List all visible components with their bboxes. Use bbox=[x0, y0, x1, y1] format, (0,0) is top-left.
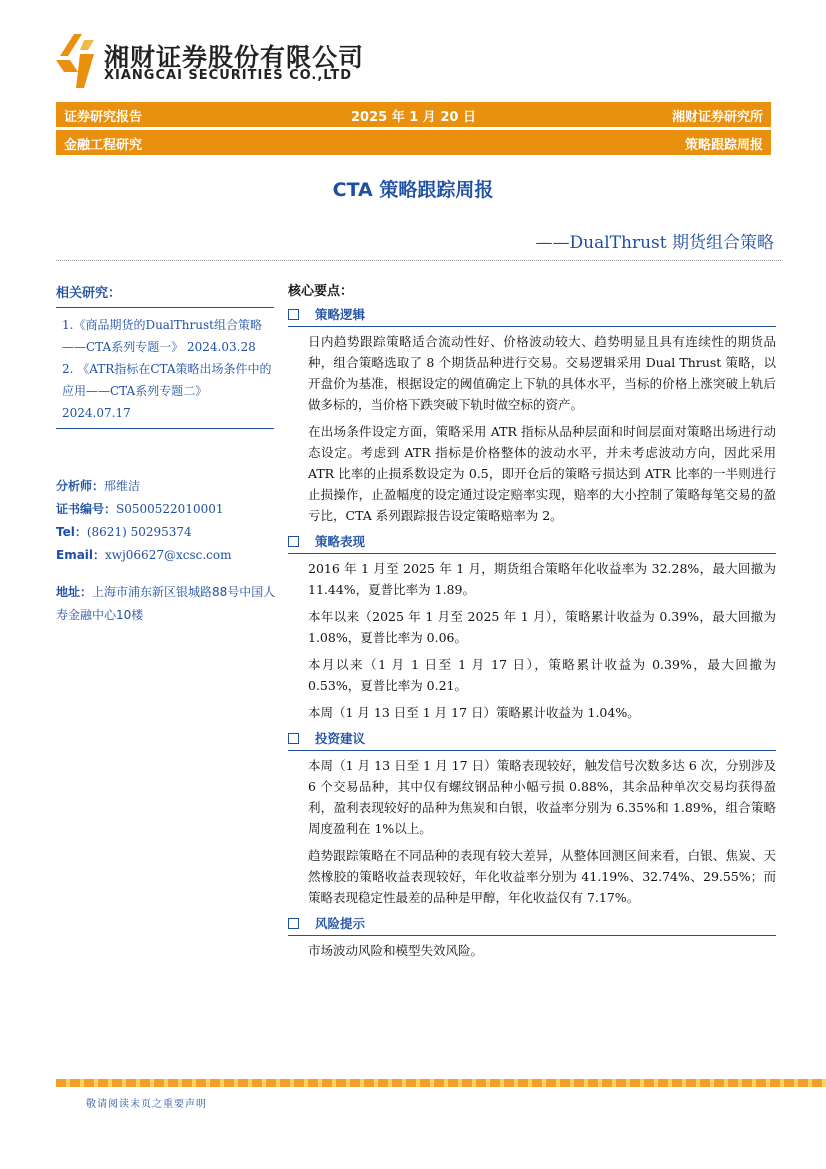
company-logo-icon bbox=[54, 32, 98, 90]
paragraph: 趋势跟踪策略在不同品种的表现有较大差异，从整体回测区间来看，白银、焦炭、天然橡胶的策略收益表现较好，年化收益率分别为 41.19%、32.74%、29.55%；而策略表现稳定性最差的品种是甲醇，年化收益仅有 7.17%。 bbox=[308, 848, 776, 905]
divider bbox=[56, 428, 274, 429]
address-value: 上海市浦东新区银城路88号中国人寿金融中心10楼 bbox=[56, 585, 276, 622]
paragraph: 市场波动风险和模型失效风险。 bbox=[308, 943, 484, 958]
paragraph: 本周（1 月 13 日至 1 月 17 日）策略表现较好，触发信号次数多达 6 次，分别涉及 6 个交易品种，其中仅有螺纹钢品种小幅亏损 0.88%，其余品种单次交易均获得盈利，盈利表现较好的品种为焦炭和白银，收益率分别为 6.35%和 1.89%，组合策略周度盈利在 1%以上。 bbox=[308, 758, 776, 836]
section-title: 投资建议 bbox=[315, 731, 366, 746]
related-heading: 相关研究： bbox=[56, 286, 122, 301]
section-title: 风险提示 bbox=[315, 916, 366, 931]
report-title: CTA 策略跟踪周报 bbox=[332, 179, 494, 201]
report-date: 2025 年 1 月 20 日 bbox=[351, 110, 476, 125]
divider bbox=[288, 935, 776, 936]
company-name-cn: 湘财证券股份有限公司 bbox=[104, 43, 365, 72]
header-bar-2 bbox=[56, 130, 771, 155]
address-label: 地址： bbox=[56, 585, 93, 599]
report-type: 证券研究报告 bbox=[64, 110, 143, 125]
section-strategy-logic bbox=[288, 305, 776, 526]
footer-disclaimer-note[interactable]: 敬请阅读末页之重要声明 bbox=[86, 1099, 207, 1110]
email-label: Email： bbox=[56, 548, 106, 562]
paragraph: 日内趋势跟踪策略适合流动性好、价格波动较大、趋势明显且具有连续性的期货品种，组合策略选取了 8 个期货品种进行交易。交易逻辑采用 Dual Thrust 策略，以开盘价为基准，根据设定的阈值确定上下轨的具体水平，当标的价格上涨突破上轨后做多标的，当价格下跌突破下轨时做空标的资产。 bbox=[308, 334, 776, 412]
section-strategy-performance bbox=[288, 532, 776, 723]
research-category: 金融工程研究 bbox=[64, 138, 143, 153]
email-value[interactable]: xwj06627@xcsc.com bbox=[105, 548, 232, 562]
core-points bbox=[288, 280, 776, 967]
checkbox-square-icon bbox=[288, 309, 299, 320]
divider bbox=[288, 750, 776, 751]
divider bbox=[288, 553, 776, 554]
paragraph: 本年以来（2025 年 1 月至 2025 年 1 月），策略累计收益为 0.39%，最大回撤为 1.08%，夏普比率为 0.06。 bbox=[308, 609, 776, 645]
section-title: 策略逻辑 bbox=[315, 307, 366, 322]
section-risk-warning bbox=[288, 914, 776, 961]
cert-label: 证书编号： bbox=[56, 502, 117, 516]
core-heading: 核心要点： bbox=[288, 284, 354, 299]
divider bbox=[288, 326, 776, 327]
related-list bbox=[56, 308, 276, 424]
analyst-name: 邢维洁 bbox=[104, 479, 141, 493]
paragraph: 2016 年 1 月至 2025 年 1 月，期货组合策略年化收益率为 32.28%，最大回撤为 11.44%，夏普比率为 1.89。 bbox=[308, 561, 776, 597]
paragraph: 在出场条件设定方面，策略采用 ATR 指标从品种层面和时间层面对策略出场进行动态设定。考虑到 ATR 指标是价格整体的波动水平，并未考虑波动方向，因此采用 ATR 比率的止损系数设定为 0.5，即开仓后的策略亏损达到 ATR 比率的一半则进行止损操作，止盈幅度的设定通过设定赔率实现，赔率的大小控制了策略每笔交易的盈亏比，CTA 系列跟踪报告设定策略赔率为 2。 bbox=[308, 424, 776, 523]
report-series: 策略跟踪周报 bbox=[684, 138, 763, 153]
analyst-label: 分析师： bbox=[56, 479, 105, 493]
address-info bbox=[56, 581, 276, 627]
paragraph: 本月以来（1 月 1 日至 1 月 17 日），策略累计收益为 0.39%，最大回撤为 0.53%，夏普比率为 0.21。 bbox=[308, 657, 776, 693]
analyst-info bbox=[56, 475, 276, 567]
checkbox-square-icon bbox=[288, 918, 299, 929]
related-item[interactable]: 2. 《ATR指标在CTA策略出场条件中的应用——CTA系列专题二》 2024.07.17 bbox=[62, 362, 272, 420]
sidebar bbox=[56, 282, 276, 627]
report-subtitle: ——DualThrust 期货组合策略 bbox=[535, 233, 774, 253]
related-item[interactable]: 1.《商品期货的DualThrust组合策略——CTA系列专题一》 2024.03.28 bbox=[62, 318, 262, 354]
header-bar-1 bbox=[56, 102, 771, 127]
cert-number: S0500522010001 bbox=[116, 502, 224, 516]
tel-label: Tel： bbox=[56, 525, 87, 539]
section-investment-advice bbox=[288, 729, 776, 908]
checkbox-square-icon bbox=[288, 536, 299, 547]
checkbox-square-icon bbox=[288, 733, 299, 744]
tel-value: (8621) 50295374 bbox=[86, 525, 192, 539]
paragraph: 本周（1 月 13 日至 1 月 17 日）策略累计收益为 1.04%。 bbox=[308, 705, 640, 720]
footer-band bbox=[56, 1079, 826, 1087]
institute-name: 湘财证券研究所 bbox=[671, 110, 763, 125]
section-title: 策略表现 bbox=[315, 534, 366, 549]
divider bbox=[56, 260, 781, 261]
company-name-en: XIANGCAI SECURITIES CO.,LTD bbox=[104, 68, 353, 83]
